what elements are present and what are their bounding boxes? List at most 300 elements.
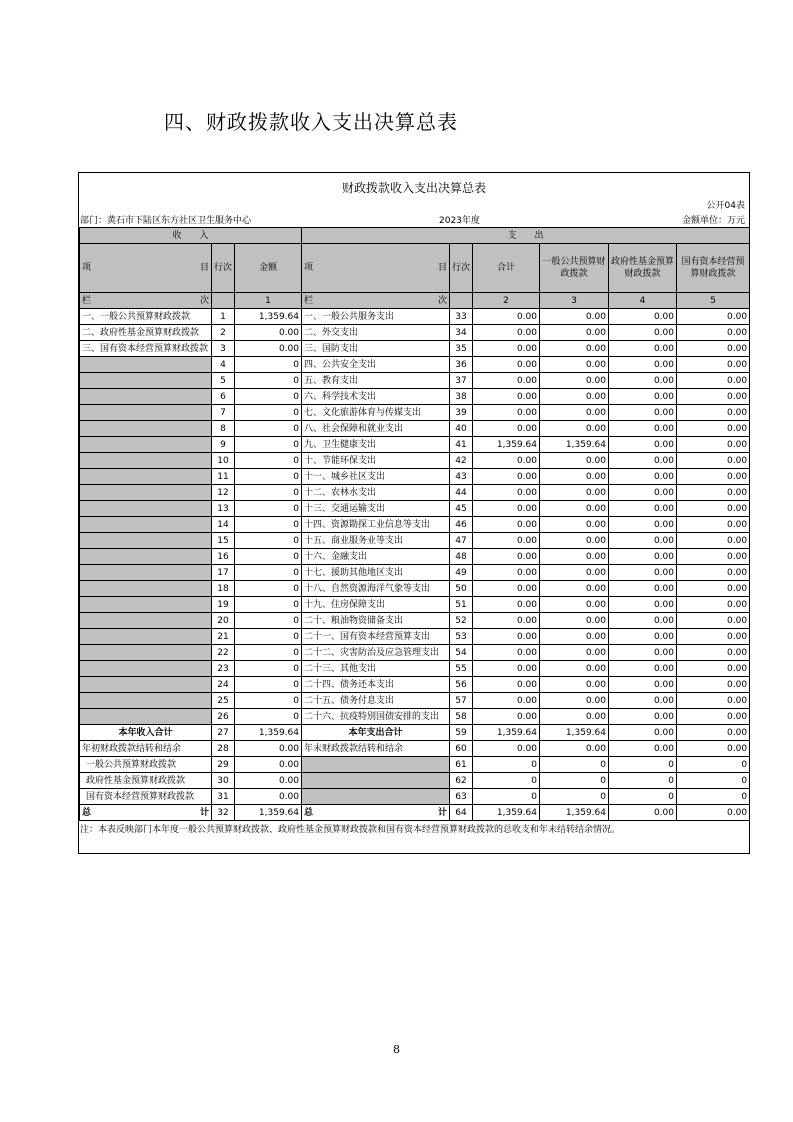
income-line-no-cell: 9 <box>212 437 235 453</box>
general-budget-cell: 0 <box>540 757 609 773</box>
income-line-no-cell: 23 <box>212 661 235 677</box>
expense-item-cell: 一、一般公共服务支出 <box>302 309 450 325</box>
expense-lan-label: 栏 次 <box>302 293 450 309</box>
state-capital-cell: 0.00 <box>677 485 750 501</box>
income-item-cell <box>80 485 212 501</box>
total-cell: 0.00 <box>473 613 540 629</box>
table-row <box>80 661 750 677</box>
expense-total-label: 本年支出合计 <box>302 725 450 741</box>
income-line-no-cell: 29 <box>212 757 235 773</box>
fund-budget-cell: 0.00 <box>609 645 677 661</box>
expense-line-no-cell: 36 <box>450 357 473 373</box>
total-cell: 0.00 <box>473 629 540 645</box>
income-amount-cell: 0 <box>235 517 302 533</box>
income-header: 收 入 <box>80 228 302 244</box>
department-label: 部门：黄石市下陆区东方社区卫生服务中心 <box>80 216 252 226</box>
income-line-no-header: 行次 <box>212 244 235 293</box>
table-row <box>80 309 750 325</box>
income-total-label: 本年收入合计 <box>80 725 212 741</box>
fund-budget-header: 政府性基金预算财政拨款 <box>609 244 677 293</box>
carry-row <box>80 773 750 789</box>
state-capital-cell: 0.00 <box>677 805 750 821</box>
fund-budget-cell: 0.00 <box>609 373 677 389</box>
income-line-no-cell: 27 <box>212 725 235 741</box>
income-line-no-cell: 24 <box>212 677 235 693</box>
general-budget-cell: 0 <box>540 773 609 789</box>
general-budget-cell: 0.00 <box>540 309 609 325</box>
income-line-no-cell: 25 <box>212 693 235 709</box>
table-row <box>80 533 750 549</box>
income-item-cell <box>80 581 212 597</box>
income-amount-cell: 0.00 <box>235 757 302 773</box>
income-amount-cell: 0.00 <box>235 341 302 357</box>
state-capital-cell: 0.00 <box>677 549 750 565</box>
income-line-no-cell: 31 <box>212 789 235 805</box>
income-item-cell <box>80 469 212 485</box>
income-amount-cell: 0 <box>235 453 302 469</box>
state-capital-cell: 0.00 <box>677 741 750 757</box>
income-amount-cell: 0 <box>235 405 302 421</box>
state-capital-cell: 0.00 <box>677 389 750 405</box>
income-amount-header: 金额 <box>235 244 302 293</box>
general-budget-cell: 0.00 <box>540 373 609 389</box>
expense-line-no-cell: 42 <box>450 453 473 469</box>
income-line-no-cell: 13 <box>212 501 235 517</box>
table-row <box>80 709 750 725</box>
total-cell: 0 <box>473 789 540 805</box>
general-budget-cell: 0.00 <box>540 629 609 645</box>
fund-budget-cell: 0.00 <box>609 709 677 725</box>
income-amount-cell: 0 <box>235 485 302 501</box>
table-row <box>80 677 750 693</box>
income-amount-cell: 0 <box>235 389 302 405</box>
expense-item-cell <box>302 773 450 789</box>
income-amount-cell: 0.00 <box>235 773 302 789</box>
expense-item-cell <box>302 757 450 773</box>
expense-item-cell: 二十一、国有资本经营预算支出 <box>302 629 450 645</box>
fund-budget-cell: 0.00 <box>609 533 677 549</box>
income-amount-cell: 0 <box>235 501 302 517</box>
table-row <box>80 405 750 421</box>
fund-budget-cell: 0 <box>609 789 677 805</box>
general-budget-cell: 1,359.64 <box>540 805 609 821</box>
income-amount-cell: 0 <box>235 693 302 709</box>
state-capital-cell: 0.00 <box>677 469 750 485</box>
total-cell: 0.00 <box>473 549 540 565</box>
table-row <box>80 341 750 357</box>
expense-item-cell: 五、教育支出 <box>302 373 450 389</box>
income-item-cell <box>80 501 212 517</box>
expense-line-no-cell: 38 <box>450 389 473 405</box>
general-budget-cell: 1,359.64 <box>540 725 609 741</box>
income-amount-cell: 0 <box>235 645 302 661</box>
fund-budget-cell: 0.00 <box>609 805 677 821</box>
income-item-cell <box>80 421 212 437</box>
general-budget-cell: 0.00 <box>540 389 609 405</box>
table-row <box>80 629 750 645</box>
total-cell: 0.00 <box>473 597 540 613</box>
income-item-cell <box>80 709 212 725</box>
table-row <box>80 565 750 581</box>
col-number-4: 4 <box>609 293 677 309</box>
expense-line-no-cell: 53 <box>450 629 473 645</box>
expense-item-cell: 十七、援助其他地区支出 <box>302 565 450 581</box>
state-capital-cell: 0.00 <box>677 501 750 517</box>
income-item-cell <box>80 645 212 661</box>
total-cell: 0.00 <box>473 693 540 709</box>
general-budget-cell: 0.00 <box>540 597 609 613</box>
expense-line-no-cell: 39 <box>450 405 473 421</box>
state-capital-cell: 0.00 <box>677 629 750 645</box>
income-amount-cell: 0 <box>235 661 302 677</box>
column-number-row <box>80 293 750 309</box>
col-number-1: 1 <box>235 293 302 309</box>
income-amount-cell: 0 <box>235 613 302 629</box>
state-capital-cell: 0.00 <box>677 725 750 741</box>
general-budget-cell: 0.00 <box>540 341 609 357</box>
state-capital-cell: 0.00 <box>677 597 750 613</box>
fund-budget-cell: 0.00 <box>609 341 677 357</box>
state-capital-cell: 0.00 <box>677 645 750 661</box>
total-cell: 0.00 <box>473 485 540 501</box>
expense-item-cell: 十四、资源勘探工业信息等支出 <box>302 517 450 533</box>
state-capital-cell: 0.00 <box>677 421 750 437</box>
carry-row <box>80 757 750 773</box>
expense-line-no-cell: 63 <box>450 789 473 805</box>
income-amount-cell: 0 <box>235 629 302 645</box>
total-cell: 0.00 <box>473 709 540 725</box>
general-budget-cell: 0.00 <box>540 709 609 725</box>
income-item-cell <box>80 405 212 421</box>
general-budget-cell: 0 <box>540 789 609 805</box>
total-cell: 0.00 <box>473 501 540 517</box>
income-item-cell <box>80 565 212 581</box>
table-row <box>80 437 750 453</box>
expense-item-cell: 二十六、抗疫特别国债安排的支出 <box>302 709 450 725</box>
income-line-no-cell: 14 <box>212 517 235 533</box>
income-item-cell <box>80 549 212 565</box>
fund-budget-cell: 0.00 <box>609 309 677 325</box>
general-budget-cell: 0.00 <box>540 469 609 485</box>
income-amount-cell: 0 <box>235 565 302 581</box>
expense-line-no-cell: 46 <box>450 517 473 533</box>
state-capital-cell: 0.00 <box>677 661 750 677</box>
income-amount-cell: 1,359.64 <box>235 309 302 325</box>
general-budget-cell: 0.00 <box>540 677 609 693</box>
expense-line-no-cell: 44 <box>450 485 473 501</box>
table-row <box>80 501 750 517</box>
table-row <box>80 597 750 613</box>
income-item-cell <box>80 613 212 629</box>
col-number-3: 3 <box>540 293 609 309</box>
income-amount-cell: 0 <box>235 597 302 613</box>
expense-line-no-cell: 35 <box>450 341 473 357</box>
col-number-5: 5 <box>677 293 750 309</box>
fund-budget-cell: 0 <box>609 773 677 789</box>
income-item-cell <box>80 597 212 613</box>
general-budget-cell: 0.00 <box>540 405 609 421</box>
total-cell: 0.00 <box>473 645 540 661</box>
state-capital-cell: 0.00 <box>677 677 750 693</box>
fund-budget-cell: 0.00 <box>609 437 677 453</box>
state-capital-cell: 0.00 <box>677 533 750 549</box>
expense-line-no-cell: 45 <box>450 501 473 517</box>
fund-budget-cell: 0.00 <box>609 389 677 405</box>
fiscal-table <box>79 227 750 821</box>
expense-line-no-cell: 51 <box>450 597 473 613</box>
income-item-cell <box>80 533 212 549</box>
fund-budget-cell: 0.00 <box>609 485 677 501</box>
total-cell: 0.00 <box>473 325 540 341</box>
income-line-no-cell: 3 <box>212 341 235 357</box>
income-amount-cell: 0.00 <box>235 325 302 341</box>
expense-line-no-cell: 58 <box>450 709 473 725</box>
expense-item-cell: 三、国防支出 <box>302 341 450 357</box>
total-cell: 0.00 <box>473 565 540 581</box>
income-line-no-cell: 21 <box>212 629 235 645</box>
total-cell: 0.00 <box>473 661 540 677</box>
income-item-cell: 政府性基金预算财政拨款 <box>80 773 212 789</box>
table-row <box>80 357 750 373</box>
fund-budget-cell: 0.00 <box>609 677 677 693</box>
fund-budget-cell: 0.00 <box>609 469 677 485</box>
expense-item-cell: 二十五、债务付息支出 <box>302 693 450 709</box>
income-line-no-cell: 1 <box>212 309 235 325</box>
income-amount-cell: 0 <box>235 421 302 437</box>
income-line-no-cell: 19 <box>212 597 235 613</box>
income-line-no-cell: 15 <box>212 533 235 549</box>
total-cell: 0.00 <box>473 581 540 597</box>
income-line-no-cell: 2 <box>212 325 235 341</box>
income-item-cell: 二、政府性基金预算财政拨款 <box>80 325 212 341</box>
expense-line-no-cell: 55 <box>450 661 473 677</box>
income-item-cell <box>80 357 212 373</box>
income-item-cell: 国有资本经营预算财政拨款 <box>80 789 212 805</box>
report-frame <box>78 172 750 854</box>
expense-line-no-cell: 48 <box>450 549 473 565</box>
expense-header: 支 出 <box>302 228 750 244</box>
fund-budget-cell: 0.00 <box>609 725 677 741</box>
total-cell: 1,359.64 <box>473 437 540 453</box>
income-item-cell: 一、一般公共预算财政拨款 <box>80 309 212 325</box>
table-row <box>80 613 750 629</box>
fund-budget-cell: 0.00 <box>609 357 677 373</box>
fund-budget-cell: 0.00 <box>609 421 677 437</box>
income-item-cell <box>80 517 212 533</box>
income-line-no-cell: 8 <box>212 421 235 437</box>
total-cell: 0 <box>473 757 540 773</box>
income-line-no-cell: 5 <box>212 373 235 389</box>
fund-budget-cell: 0.00 <box>609 565 677 581</box>
table-row <box>80 517 750 533</box>
fund-budget-cell: 0.00 <box>609 453 677 469</box>
income-line-no-cell: 28 <box>212 741 235 757</box>
general-budget-cell: 0.00 <box>540 533 609 549</box>
expense-item-cell: 二、外交支出 <box>302 325 450 341</box>
expense-item-cell: 六、科学技术支出 <box>302 389 450 405</box>
state-capital-cell: 0 <box>677 789 750 805</box>
expense-line-no-cell: 43 <box>450 469 473 485</box>
fund-budget-cell: 0.00 <box>609 629 677 645</box>
table-row <box>80 485 750 501</box>
income-amount-cell: 0 <box>235 437 302 453</box>
expense-item-header: 项 目 <box>302 244 450 293</box>
total-cell: 0.00 <box>473 405 540 421</box>
state-capital-cell: 0.00 <box>677 517 750 533</box>
total-cell: 0.00 <box>473 357 540 373</box>
expense-line-no-cell: 60 <box>450 741 473 757</box>
fund-budget-cell: 0.00 <box>609 661 677 677</box>
general-budget-cell: 0.00 <box>540 613 609 629</box>
income-item-cell <box>80 373 212 389</box>
expense-item-cell: 十二、农林水支出 <box>302 485 450 501</box>
income-item-cell: 一般公共预算财政拨款 <box>80 757 212 773</box>
general-budget-cell: 0.00 <box>540 661 609 677</box>
income-amount-cell: 0 <box>235 581 302 597</box>
income-line-no-cell: 11 <box>212 469 235 485</box>
income-amount-cell: 0 <box>235 533 302 549</box>
total-cell: 1,359.64 <box>473 805 540 821</box>
total-cell: 0.00 <box>473 533 540 549</box>
income-amount-cell: 0 <box>235 709 302 725</box>
income-item-cell: 三、国有资本经营预算财政拨款 <box>80 341 212 357</box>
general-budget-cell: 0.00 <box>540 565 609 581</box>
income-line-no-cell: 16 <box>212 549 235 565</box>
total-cell: 0.00 <box>473 677 540 693</box>
expense-item-cell: 二十四、债务还本支出 <box>302 677 450 693</box>
income-item-cell <box>80 389 212 405</box>
expense-item-cell: 四、公共安全支出 <box>302 357 450 373</box>
table-row <box>80 325 750 341</box>
income-item-cell <box>80 693 212 709</box>
general-budget-cell: 0.00 <box>540 645 609 661</box>
income-line-no-cell: 20 <box>212 613 235 629</box>
general-budget-cell: 0.00 <box>540 517 609 533</box>
general-budget-header: 一般公共预算财政拨款 <box>540 244 609 293</box>
table-row <box>80 453 750 469</box>
state-capital-cell: 0.00 <box>677 581 750 597</box>
general-budget-cell: 0.00 <box>540 357 609 373</box>
expense-line-no-header: 行次 <box>450 244 473 293</box>
total-cell: 0.00 <box>473 453 540 469</box>
expense-line-no-cell: 57 <box>450 693 473 709</box>
expense-item-cell: 八、社会保障和就业支出 <box>302 421 450 437</box>
fund-budget-cell: 0.00 <box>609 693 677 709</box>
state-capital-header: 国有资本经营预算财政拨款 <box>677 244 750 293</box>
general-budget-cell: 0.00 <box>540 741 609 757</box>
fund-budget-cell: 0.00 <box>609 613 677 629</box>
expense-line-no-cell: 56 <box>450 677 473 693</box>
income-amount-cell: 0 <box>235 357 302 373</box>
income-amount-cell: 0 <box>235 549 302 565</box>
income-amount-cell: 0 <box>235 373 302 389</box>
expense-item-cell: 九、卫生健康支出 <box>302 437 450 453</box>
income-item-cell <box>80 677 212 693</box>
grand-total-row <box>80 805 750 821</box>
expense-line-no-cell: 61 <box>450 757 473 773</box>
income-amount-cell: 0.00 <box>235 789 302 805</box>
income-line-no-cell: 7 <box>212 405 235 421</box>
income-amount-cell: 1,359.64 <box>235 725 302 741</box>
expense-item-cell: 十九、住房保障支出 <box>302 597 450 613</box>
income-item-cell <box>80 661 212 677</box>
general-budget-cell: 0.00 <box>540 549 609 565</box>
fiscal-year: 2023年度 <box>439 216 480 226</box>
table-row <box>80 469 750 485</box>
state-capital-cell: 0.00 <box>677 613 750 629</box>
income-item-cell <box>80 629 212 645</box>
table-row <box>80 581 750 597</box>
state-capital-cell: 0 <box>677 773 750 789</box>
table-row <box>80 693 750 709</box>
expense-line-no-cell: 33 <box>450 309 473 325</box>
total-cell: 0.00 <box>473 421 540 437</box>
income-amount-cell: 0 <box>235 677 302 693</box>
expense-item-cell: 十六、金融支出 <box>302 549 450 565</box>
total-cell: 0 <box>473 773 540 789</box>
column-header-row <box>80 244 750 293</box>
fund-budget-cell: 0.00 <box>609 325 677 341</box>
form-number: 公开04表 <box>706 201 745 211</box>
state-capital-cell: 0.00 <box>677 405 750 421</box>
table-row <box>80 549 750 565</box>
expense-line-no-cell: 52 <box>450 613 473 629</box>
state-capital-cell: 0 <box>677 757 750 773</box>
state-capital-cell: 0.00 <box>677 357 750 373</box>
income-item-cell <box>80 437 212 453</box>
carry-row <box>80 741 750 757</box>
total-cell: 0.00 <box>473 517 540 533</box>
income-line-no-cell: 6 <box>212 389 235 405</box>
page-heading: 四、财政拨款收入支出决算总表 <box>164 110 458 134</box>
table-title: 财政拨款收入支出决算总表 <box>341 181 486 195</box>
income-line-no-cell: 18 <box>212 581 235 597</box>
table-row <box>80 645 750 661</box>
income-line-no-cell: 32 <box>212 805 235 821</box>
general-budget-cell: 0.00 <box>540 421 609 437</box>
state-capital-cell: 0.00 <box>677 693 750 709</box>
general-budget-cell: 0.00 <box>540 501 609 517</box>
expense-item-cell: 十八、自然资源海洋气象等支出 <box>302 581 450 597</box>
expense-item-cell: 十一、城乡社区支出 <box>302 469 450 485</box>
income-grand-total-label: 总 计 <box>80 805 212 821</box>
table-row <box>80 389 750 405</box>
expense-line-no-cell: 34 <box>450 325 473 341</box>
expense-line-no-cell: 64 <box>450 805 473 821</box>
general-budget-cell: 0.00 <box>540 693 609 709</box>
income-item-cell <box>80 453 212 469</box>
state-capital-cell: 0.00 <box>677 373 750 389</box>
fund-budget-cell: 0.00 <box>609 549 677 565</box>
fund-budget-cell: 0.00 <box>609 517 677 533</box>
state-capital-cell: 0.00 <box>677 437 750 453</box>
income-line-no-cell: 17 <box>212 565 235 581</box>
total-cell: 0.00 <box>473 469 540 485</box>
income-amount-cell: 0 <box>235 469 302 485</box>
total-cell: 0.00 <box>473 309 540 325</box>
total-cell: 1,359.64 <box>473 725 540 741</box>
expense-line-no-cell: 50 <box>450 581 473 597</box>
year-total-row <box>80 725 750 741</box>
expense-item-cell: 二十、粮油物资储备支出 <box>302 613 450 629</box>
fund-budget-cell: 0 <box>609 757 677 773</box>
income-amount-cell: 0.00 <box>235 741 302 757</box>
total-cell: 0.00 <box>473 373 540 389</box>
fund-budget-cell: 0.00 <box>609 741 677 757</box>
state-capital-cell: 0.00 <box>677 341 750 357</box>
fund-budget-cell: 0.00 <box>609 405 677 421</box>
general-budget-cell: 0.00 <box>540 325 609 341</box>
